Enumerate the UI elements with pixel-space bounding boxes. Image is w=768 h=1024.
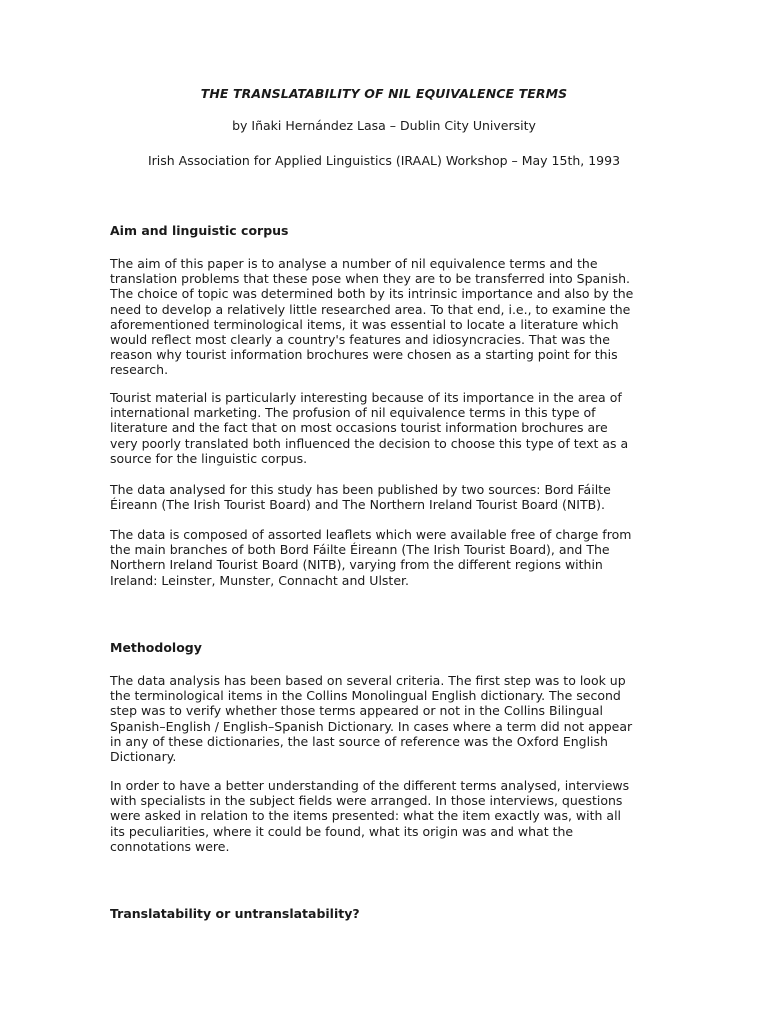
section-heading-aim: Aim and linguistic corpus [110, 223, 289, 238]
event-line: Irish Association for Applied Linguistics (IRAAL) Workshop – May 15th, 1993 [147, 153, 621, 168]
section-heading-translatability: Translatability or untranslatability? [110, 906, 360, 921]
section-heading-methodology: Methodology [110, 640, 202, 655]
paragraph-aim-3: The data analysed for this study has been published by two sources: Bord Fáilte Éireann (The Irish Tourist Board) and The Northern Ireland Tourist Board (NITB). [110, 482, 611, 513]
document-title: THE TRANSLATABILITY OF NIL EQUIVALENCE TERMS [200, 86, 568, 101]
paragraph-aim-1: The aim of this paper is to analyse a number of nil equivalence terms and the translation problems that these pose when they are to be transferred into Spanish. The choice of topic was determined both by its intrinsic importance and also by the need to develop a relatively little researched area. To that end, i.e., to examine the aforementioned terminological items, it was essential to locate a literature which would reflect most clearly a country's features and idiosyncracies. That was the reason why tourist information brochures were chosen as a starting point for this research. [110, 256, 634, 378]
paragraph-aim-4: The data is composed of assorted leaflets which were available free of charge from the main branches of both Bord Fáilte Éireann (The Irish Tourist Board), and The Northern Ireland Tourist Board (NITB), varying from the different regions within Ireland: Leinster, Munster, Connacht and Ulster. [110, 527, 632, 588]
paragraph-methodology-2: In order to have a better understanding of the different terms analysed, interviews with specialists in the subject fields were arranged. In those interviews, questions were asked in relation to the items presented: what the item exactly was, with all its peculiarities, where it could be found, what its origin was and what the connotations were. [110, 778, 630, 854]
paragraph-methodology-1: The data analysis has been based on several criteria. The first step was to look up the terminological items in the Collins Monolingual English dictionary. The second step was to verify whether those terms appeared or not in the Collins Bilingual Spanish–English / English–Spanish Dictionary. In cases where a term did not appear in any of these dictionaries, the last source of reference was the Oxford English Dictionary. [110, 673, 633, 765]
author-byline: by Iñaki Hernández Lasa – Dublin City University [232, 118, 536, 133]
paragraph-aim-2: Tourist material is particularly interesting because of its importance in the area of international marketing. The profusion of nil equivalence terms in this type of literature and the fact that on most occasions tourist information brochures are very poorly translated both influenced the decision to choose this type of text as a source for the linguistic corpus. [110, 390, 629, 466]
